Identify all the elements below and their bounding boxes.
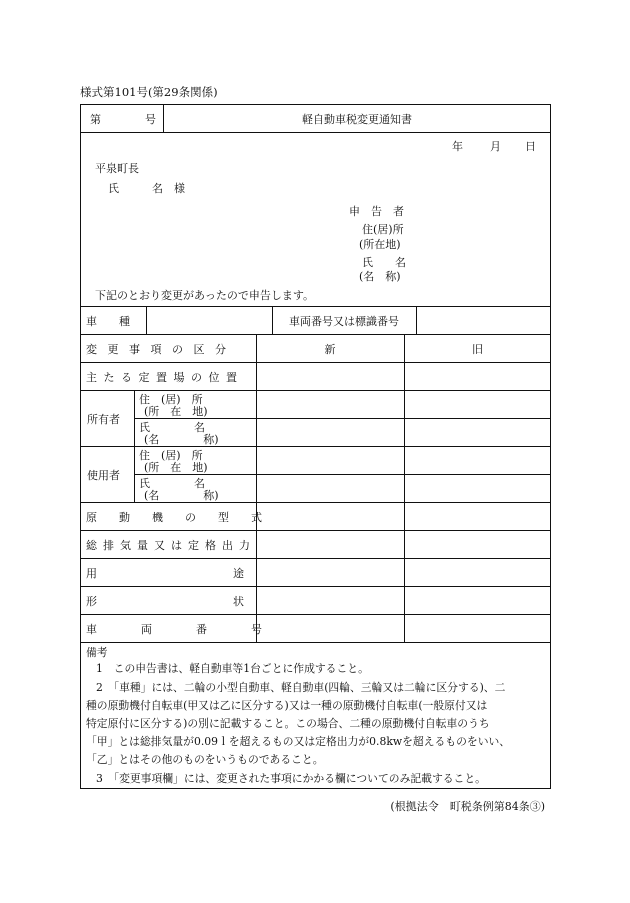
remarks-title: 備考 (86, 646, 108, 659)
divider (404, 334, 405, 642)
owner-name-main: 氏 名 (139, 421, 205, 434)
declarant-name-sub: (名 称) (359, 270, 401, 283)
divider (80, 558, 551, 559)
vehicle-number-label: 車両番号又は標識番号 (289, 315, 399, 328)
divider (80, 642, 551, 643)
new-column-header: 新 (324, 343, 336, 356)
location-label: 主たる定置場の位置 (86, 371, 244, 384)
remarks-line: 種の原動機付自転車(甲又は乙に区分する)又は一種の原動機付自転車(一般原付又は (86, 699, 488, 712)
old-column-header: 旧 (472, 343, 483, 356)
declarant-address-sub: (所在地) (359, 238, 401, 251)
divider (146, 306, 147, 334)
legal-basis: (根拠法令 町税条例第84条③) (390, 800, 545, 813)
divider (80, 334, 551, 335)
declarant-address-label: 住(居)所 (362, 223, 404, 236)
displacement-label: 総排気量又は定格出力 (86, 539, 256, 552)
user-name-sub: (名 称) (144, 489, 219, 502)
owner-address-main: 住 (居) 所 (139, 393, 203, 406)
declarant-title: 申 告 者 (349, 205, 404, 218)
date-day: 日 (525, 140, 536, 153)
owner-label: 所有者 (87, 413, 120, 426)
divider (80, 362, 551, 363)
date-month: 月 (490, 140, 501, 153)
divider (80, 132, 551, 133)
engine-type-label: 原動機の型式 (86, 511, 284, 524)
divider (80, 530, 551, 531)
user-address-sub: (所 在 地) (144, 461, 208, 474)
statement-text: 下記のとおり変更があったので申告します。 (95, 289, 315, 302)
shape-label: 形状 (86, 595, 380, 608)
mayor-label: 平泉町長 (95, 162, 139, 175)
user-name-main: 氏 名 (139, 477, 205, 490)
remarks-line: 「乙」とはその他のものをいうものであること。 (86, 753, 324, 766)
remarks-line: 特定原付に区分する)の別に記載すること。この場合、二種の原動機付自転車のうち (86, 717, 490, 730)
declarant-name-label: 氏 名 (362, 256, 406, 269)
vehicle-type-label: 車 種 (86, 315, 130, 328)
date-year: 年 (452, 140, 463, 153)
divider (416, 306, 417, 334)
remarks-line: 3 「変更事項欄」には、変更された事項にかかる欄についてのみ記載すること。 (96, 772, 486, 785)
remarks-line: 1 この申告書は、軽自動車等1台ごとに作成すること。 (96, 662, 369, 675)
divider (134, 390, 135, 502)
addressee-name-label: 氏 名 様 (108, 182, 185, 195)
vehicle-number-row-label: 車両番号 (86, 623, 306, 636)
user-address-main: 住 (居) 所 (139, 449, 203, 462)
divider (80, 586, 551, 587)
number-label: 第 号 (90, 113, 156, 126)
owner-address-sub: (所 在 地) (144, 405, 208, 418)
remarks-line: 2 「車種」には、二輪の小型自動車、軽自動車(四輪、三輪又は二輪に区分する)、二 (96, 681, 506, 694)
usage-label: 用途 (86, 567, 380, 580)
divider (80, 614, 551, 615)
user-label: 使用者 (87, 469, 120, 482)
change-category-label: 変更事項の区分 (86, 343, 237, 356)
remarks-line: 「甲」とは総排気量が0.09ｌを超えるもの又は定格出力が0.8kwを超えるものをいい、 (86, 735, 511, 748)
form-title: 軽自動車税変更通知書 (302, 113, 412, 126)
form-label: 様式第101号(第29条関係) (80, 85, 218, 99)
divider (80, 306, 551, 307)
owner-name-sub: (名 称) (144, 433, 219, 446)
